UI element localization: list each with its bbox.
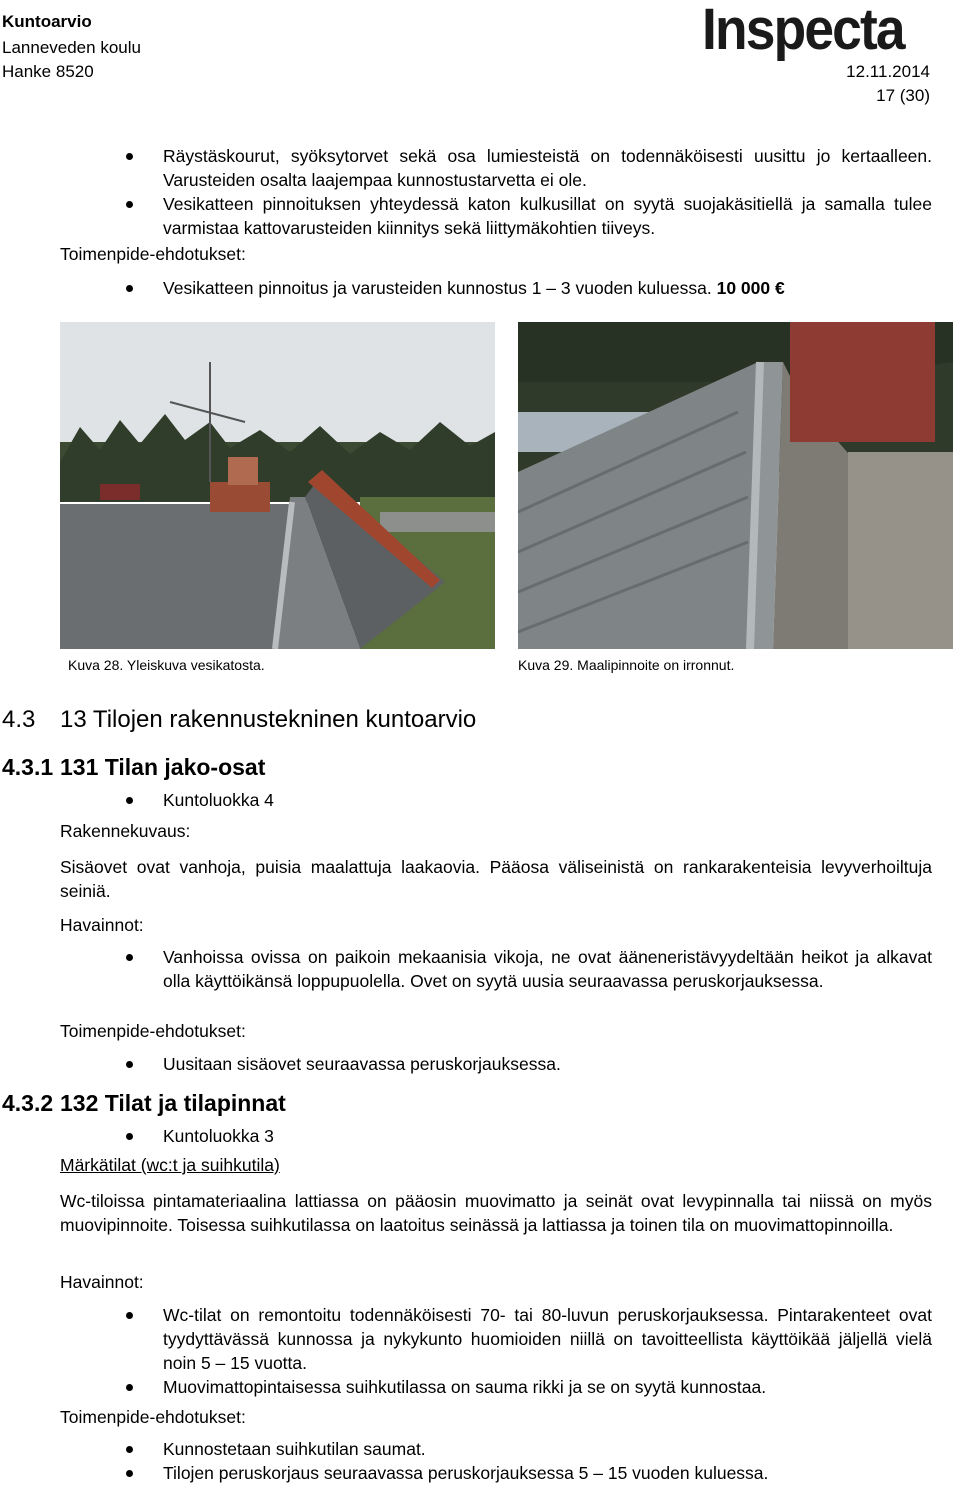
list-item: Kuntoluokka 3 — [60, 1124, 932, 1148]
list-item: Kuntoluokka 4 — [60, 788, 932, 812]
wet-rooms-description: Wc-tiloissa pintamateriaalina lattiassa on pääosin muovimatto ja seinät ovat levypinnalla tai niissä on myös muovipinnoite. Toisessa suihkutilassa on laatoitus seinässä ja lattiassa ja toinen tila on muovimattopinnoilla. — [60, 1191, 932, 1235]
structure-description-label: Rakennekuvaus: — [60, 821, 191, 841]
actions-label: Toimenpide-ehdotukset: — [60, 1021, 246, 1041]
list-item: Vesikatteen pinnoitus ja varusteiden kunnostus 1 – 3 vuoden kuluessa. 10 000 € — [60, 276, 932, 300]
actions-list — [60, 1052, 932, 1076]
observations-list — [60, 945, 932, 993]
document-date: 12.11.2014 — [846, 62, 930, 81]
observations-list — [60, 1303, 932, 1399]
roof-actions-list — [60, 276, 932, 300]
list-item: Uusitaan sisäovet seuraavassa peruskorjauksessa. — [60, 1052, 932, 1076]
structure-description: Sisäovet ovat vanhoja, puisia maalattuja laakaovia. Pääosa väliseinistä on rankarakenteisia levyverhoiltuja seiniä. — [60, 857, 932, 901]
roof-paint-detail-photo — [518, 322, 953, 649]
list-item: Kunnostetaan suihkutilan saumat. — [60, 1437, 932, 1461]
project-name: Lanneveden koulu — [2, 38, 141, 57]
condition-class-list — [60, 1124, 932, 1148]
document-title: Kuntoarvio — [2, 12, 92, 31]
photo-29-caption: Kuva 29. Maalipinnoite on irronnut. — [518, 657, 735, 673]
observations-label: Havainnot: — [60, 915, 144, 935]
section-heading-4-3-1: 4.3.1 131 Tilan jako-osat — [2, 754, 266, 780]
list-item: Wc-tilat on remontoitu todennäköisesti 70- tai 80-luvun peruskorjauksessa. Pintarakenteet ovat tyydyttävässä kunnossa ja nykykunto huomioiden niillä on tavoitteellista käyttöikää jäljellä vielä noin 5 – 15 vuotta. — [60, 1303, 932, 1375]
actions-list — [60, 1437, 932, 1485]
list-item: Muovimattopintaisessa suihkutilassa on sauma rikki ja se on syytä kunnostaa. — [60, 1375, 932, 1399]
page-number: 17 (30) — [876, 86, 930, 105]
section-heading-4-3-2: 4.3.2 132 Tilat ja tilapinnat — [2, 1090, 286, 1116]
project-number: Hanke 8520 — [2, 62, 94, 81]
photo-28-caption: Kuva 28. Yleiskuva vesikatosta. — [68, 657, 265, 673]
observations-label: Havainnot: — [60, 1272, 144, 1292]
list-item: Tilojen peruskorjaus seuraavassa peruskorjauksessa 5 – 15 vuoden kuluessa. — [60, 1461, 932, 1485]
list-item: Vanhoissa ovissa on paikoin mekaanisia vikoja, ne ovat ääneneristävyydeltään heikot ja alkavat olla käyttöikänsä loppupuolella. Ovet on syytä uusia seuraavassa peruskorjauksessa. — [60, 945, 932, 993]
inspecta-logo: Inspecta — [702, 0, 904, 62]
section-heading-4-3: 4.3 13 Tilojen rakennustekninen kuntoarvio — [2, 706, 477, 733]
condition-class-list — [60, 788, 932, 812]
list-item: Vesikatteen pinnoituksen yhteydessä katon kulkusillat on syytä suojakäsitiellä ja samalla tulee varmistaa kattovarusteiden kiinnitys sekä liittymäkohtien tiiveys. — [60, 192, 932, 240]
actions-label: Toimenpide-ehdotukset: — [60, 244, 246, 264]
roof-observations-list — [60, 144, 932, 240]
actions-label: Toimenpide-ehdotukset: — [60, 1407, 246, 1427]
wet-rooms-subheading: Märkätilat (wc:t ja suihkutila) — [60, 1155, 280, 1175]
roof-overview-photo — [60, 322, 495, 649]
cost-estimate: 10 000 € — [716, 278, 785, 298]
list-item: Räystäskourut, syöksytorvet sekä osa lumiesteistä on todennäköisesti uusittu jo kertaalleen. Varusteiden osalta laajempaa kunnostustarvetta ei ole. — [60, 144, 932, 192]
